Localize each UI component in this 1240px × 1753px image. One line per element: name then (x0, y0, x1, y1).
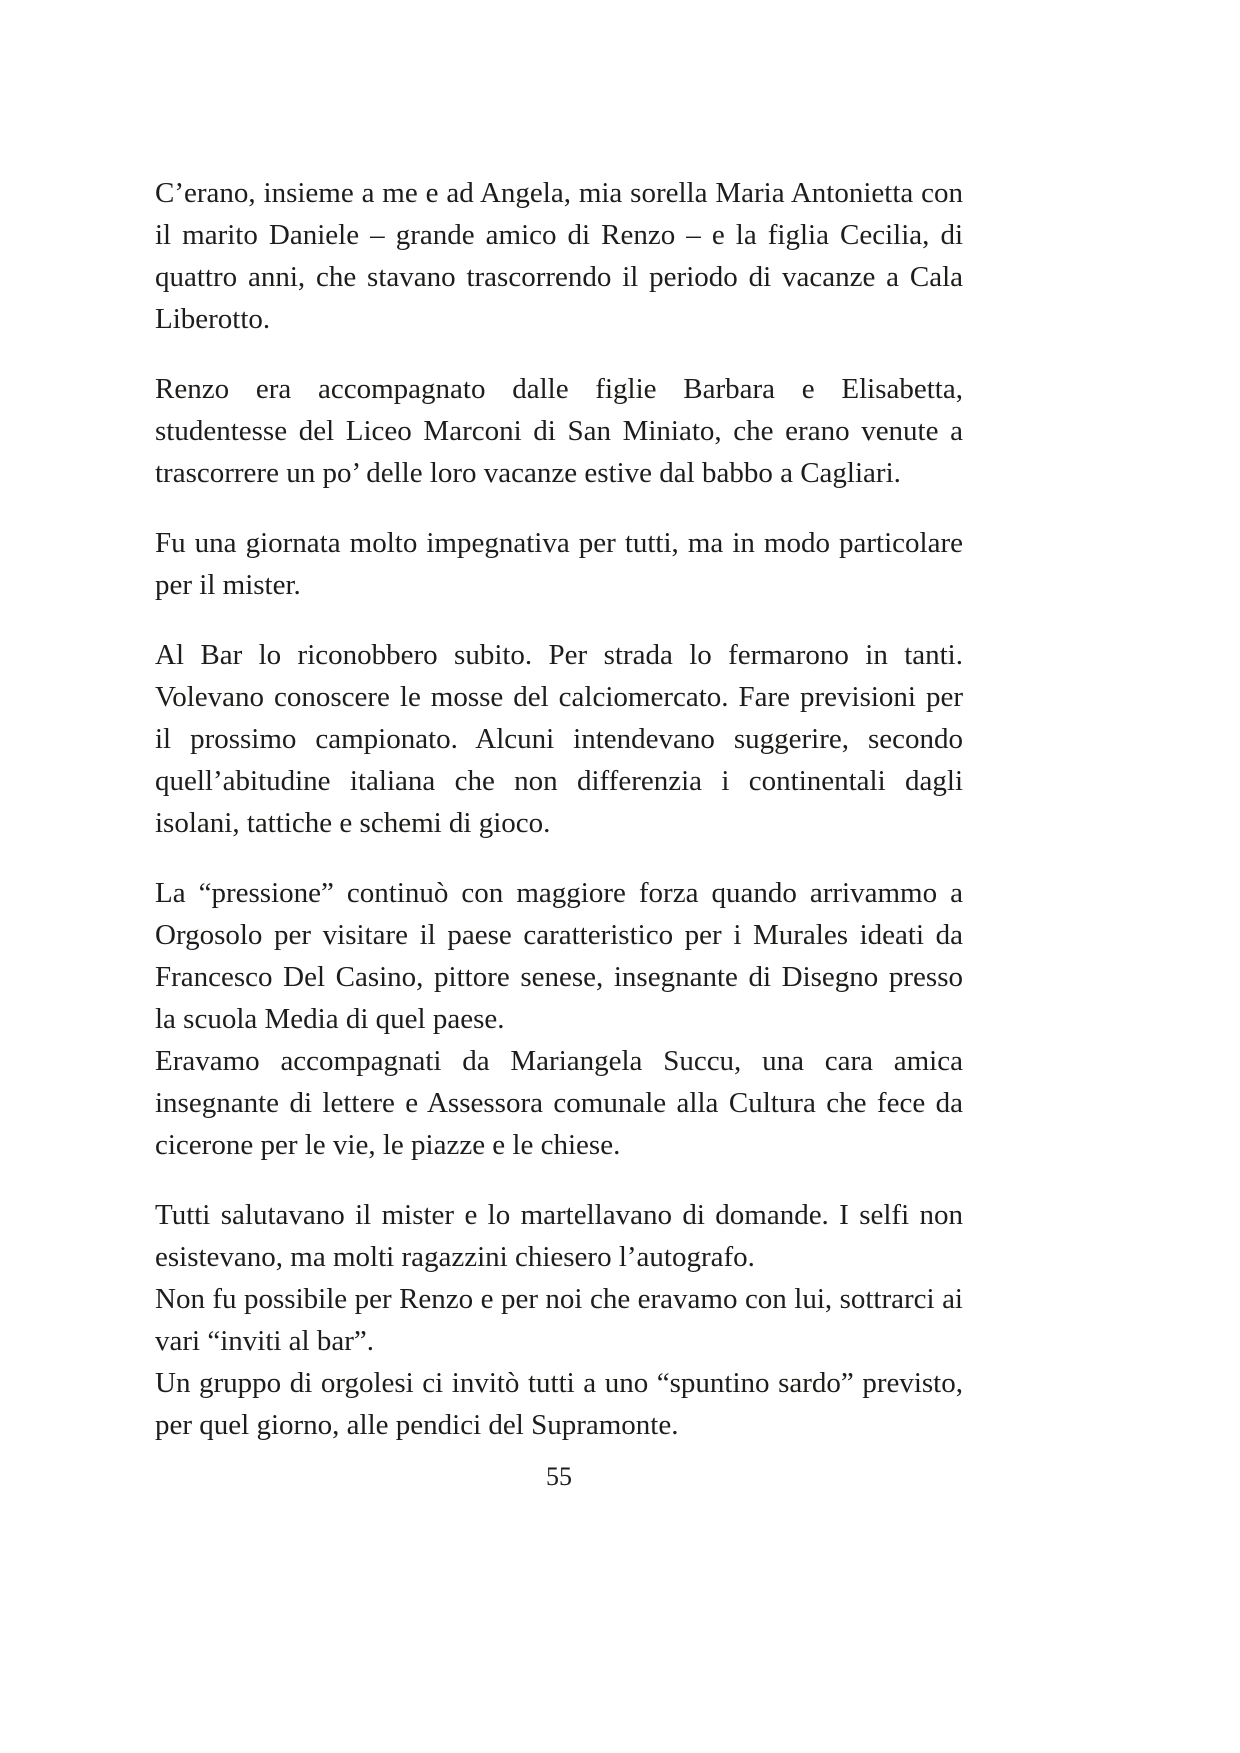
paragraph: Tutti salutavano il mister e lo martellavano di domande. I selfi non esistevano, ma molti ragazzini chiesero l’autografo. (155, 1199, 963, 1273)
text-block (155, 172, 963, 340)
paragraph: C’erano, insieme a me e ad Angela, mia sorella Maria Antonietta con il marito Daniele – grande amico di Renzo – e la figlia Cecilia, di quattro anni, che stavano trascorrendo il periodo di vacanze a Cala Liberotto. (155, 177, 963, 335)
paragraph: Renzo era accompagnato dalle figlie Barbara e Elisabetta, studentesse del Liceo Marconi di San Miniato, che erano venute a trascorrere un po’ delle loro vacanze estive dal babbo a Cagliari. (155, 373, 963, 489)
page-body (155, 172, 963, 1446)
text-block (155, 1194, 963, 1446)
text-block (155, 368, 963, 494)
page-footer (155, 1462, 963, 1492)
paragraph: La “pressione” continuò con maggiore forza quando arrivammo a Orgosolo per visitare il paese caratteristico per i Murales ideati da Francesco Del Casino, pittore senese, insegnante di Disegno presso la scuola Media di quel paese. (155, 877, 963, 1035)
text-block (155, 872, 963, 1166)
paragraph: Fu una giornata molto impegnativa per tutti, ma in modo particolare per il mister. (155, 527, 963, 601)
paragraph: Non fu possibile per Renzo e per noi che eravamo con lui, sottrarci ai vari “inviti al bar”. (155, 1283, 963, 1357)
paragraph: Eravamo accompagnati da Mariangela Succu, una cara amica insegnante di lettere e Assessora comunale alla Cultura che fece da cicerone per le vie, le piazze e le chiese. (155, 1045, 963, 1161)
paragraph: Al Bar lo riconobbero subito. Per strada lo fermarono in tanti. Volevano conoscere le mosse del calciomercato. Fare previsioni per il prossimo campionato. Alcuni intendevano suggerire, secondo quell’abitudine italiana che non differenzia i continentali dagli isolani, tattiche e schemi di gioco. (155, 639, 963, 839)
page-number: 55 (546, 1462, 572, 1491)
paragraph: Un gruppo di orgolesi ci invitò tutti a uno “spuntino sardo” previsto, per quel giorno, alle pendici del Supramonte. (155, 1367, 963, 1441)
text-block (155, 634, 963, 844)
text-block (155, 522, 963, 606)
